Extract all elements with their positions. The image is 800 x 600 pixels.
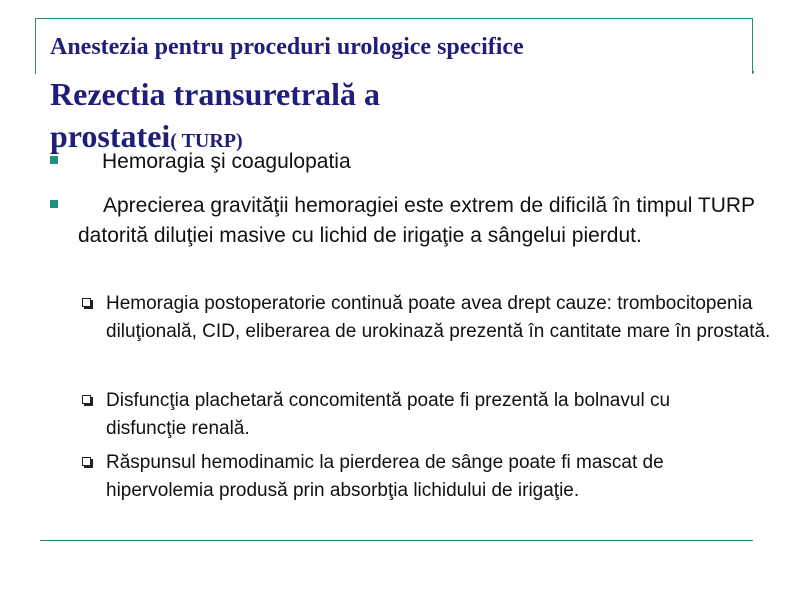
sub-bullet-icon	[82, 395, 91, 404]
sub-bullet-text: Răspunsul hemodinamic la pierderea de sânge poate fi mascat de hipervolemia produsă prin absorbţia lichidului de irigaţie.	[106, 452, 664, 501]
sub-bullet-text: Hemoragia postoperatorie continuă poate avea drept cauze: trombocitopenia diluţională, CID, eliberarea de urokinază prezentă în cantitate mare în prostată.	[106, 293, 771, 342]
frame-bottom-line	[40, 540, 753, 541]
slide-supertitle: Anestezia pentru proceduri urologice specifice	[50, 34, 524, 60]
frame-left-line	[35, 18, 36, 74]
slide-title-word: prostatei	[50, 118, 171, 154]
slide-title-abbrev: ( TURP)	[170, 130, 243, 152]
slide-title: Rezectia transuretrală a	[50, 76, 380, 112]
bullet-square-icon	[50, 156, 58, 164]
bullet-square-icon	[50, 200, 58, 208]
frame-dot	[752, 71, 754, 73]
frame-top-line	[35, 18, 753, 19]
bullet-text: Aprecierea gravităţii hemoragiei este extrem de dificilă în timpul TURP datorită diluţiei masive cu lichid de irigaţie a sângelui pierdut.	[78, 194, 755, 247]
bullet-text: Hemoragia şi coagulopatia	[102, 150, 351, 173]
sub-bullet-text: Disfuncţia plachetară concomitentă poate fi prezentă la bolnavul cu disfuncţie renală.	[106, 390, 671, 439]
sub-bullet-icon	[82, 298, 91, 307]
frame-right-line	[752, 18, 753, 74]
sub-bullet-icon	[82, 457, 91, 466]
